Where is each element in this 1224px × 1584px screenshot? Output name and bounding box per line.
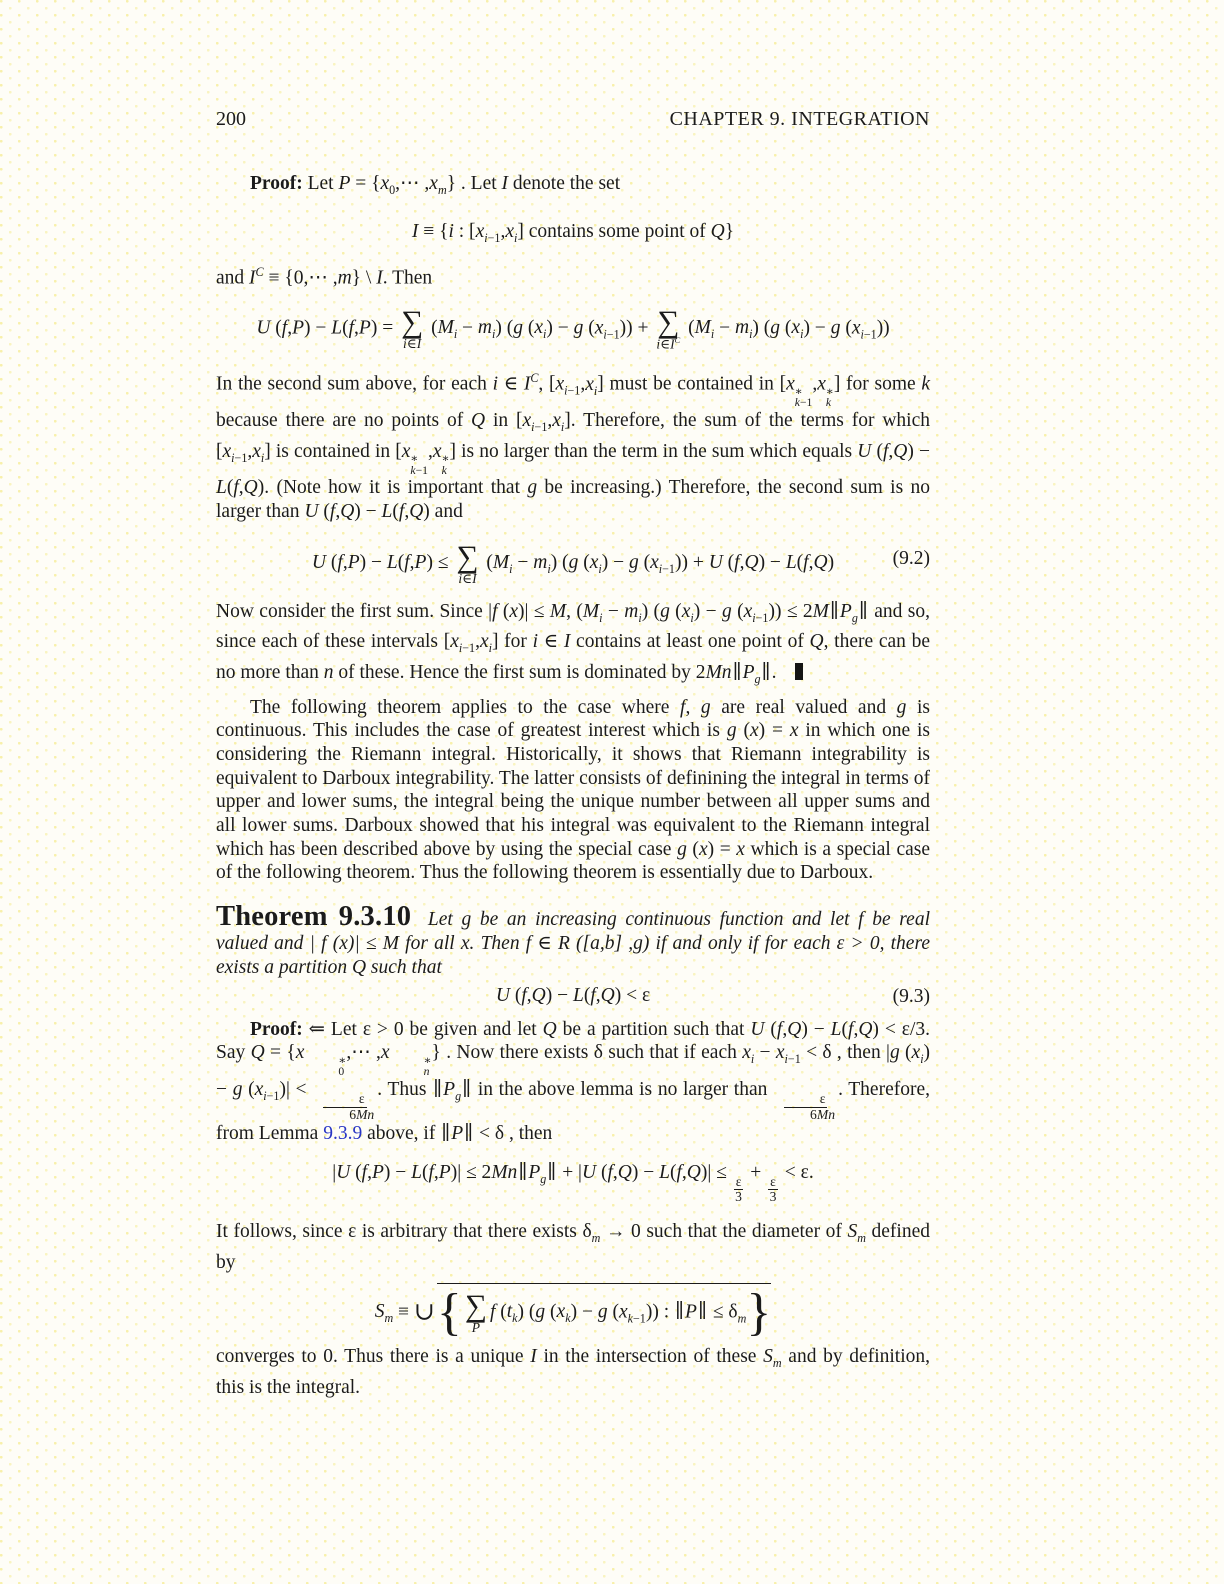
theorem-title: Theorem 9.3.10 — [216, 901, 412, 933]
equation-9-3 — [216, 985, 930, 1007]
equation-9-2-body: U (f,P) − L(f,P) ≤ ∑ i∈I $(M_i - m_i)$ (g $(x_i) - g$ $(x_{i-1})) + U$ (f,Q) − L(f,Q) — [311, 538, 835, 587]
equation-9-3-body: U (f,Q) − L(f,Q) < ε — [495, 985, 651, 1007]
equation-9-2 — [216, 538, 930, 587]
page-number: 200 — [216, 108, 246, 130]
proof-lemma-intro-paragraph: Proof: Let $P = \{x_0,\cdots$ $,x_m$} . Let I denote the set — [250, 173, 621, 197]
theorem-9-3-10-block — [216, 901, 930, 979]
set-definition-equation: I ≡ {i : $[x_{i-1},x_i]$ contains some point of Q} — [411, 220, 735, 245]
triangle-inequality-equation: |U (f,P) − L(f,P)| ≤ 2Mn ∥ $P_g$ ∥ + |U (f,Q) − L(f,Q)| ≤ $\frac{\varepsilon}{3}$ + $\frac{\varepsilon}{3}$ < ε. — [216, 1162, 930, 1205]
page-header — [216, 106, 930, 132]
page-body — [216, 106, 930, 1399]
diameter-paragraph: It follows, since ε is arbitrary that there exists $\delta_m \to 0$ such that the diameter of $S_m$ defined by — [216, 1221, 930, 1274]
equation-number-9-3: (9.3) — [892, 985, 930, 1007]
sm-closure-definition-equation: $S_m$ ≡ ∪{ ∑ P f $(t_k)$ (g $(x_k) - g$ $(x_{k-1})$) : ∥ P ∥ ≤ $\delta_m$} — [216, 1283, 930, 1335]
complement-set-line: and $I^C$ ≡ {0,⋯ ,m} \ I. Then — [216, 265, 433, 289]
theorem-statement: Let g be an increasing continuous function and let f be real valued and | f (x)| ≤ M for all x. Then f ∈ R ([a,b] ,g) if and only if for each ε > 0, there exists a partition Q such that — [216, 909, 930, 978]
second-sum-paragraph: In the second sum above, for each i ∈ $I^C$, $[x_{i-1},x_i]$ must be contained in [x ∗ k−1 ,x ∗ k ] for some k because there are no points of Q in $[x_{i-1},x_i]$. Therefore, the sum of the terms for which $[x_{i-1},x_i]$ is contained in [x ∗ k−1 ,x ∗ k ] is no larger than the term in the sum which equals U (f,Q) − L(f,Q). (Note how it is important that g be increasing.) Therefore, the second sum is no larger than U (f,Q) − L(f,Q) and — [216, 371, 931, 523]
lemma-9-3-9-link[interactable]: 9.3.9 — [323, 1122, 363, 1144]
proof-epsilon-paragraph: Proof: ⇐ Let ε > 0 be given and let Q be a partition such that U (f,Q) − L(f,Q) < ε/3. Say Q = {x ∗ 0 ,⋯ ,x ∗ n } . Now there exists δ such that if each $x_i - x_{i-1} < \delta$ , then |g $(x_i) - g$ $(x_{i-1})|$ < $\frac{\varepsilon}{6Mn}$ . Thus ∥ $P_g$ ∥ in the above lemma is no larger than $\frac{\varepsilon}{6Mn}$ . Therefore, from Lemma 9.3.9 above, if ∥ P ∥ < δ , then — [216, 1018, 930, 1146]
converges-paragraph: converges to 0. Thus there is a unique I in the intersection of these $S_m$ and by definition, this is the integral. — [216, 1345, 930, 1398]
chapter-title: CHAPTER 9. INTEGRATION — [669, 108, 930, 130]
darboux-discussion-paragraph: The following theorem applies to the case where f, g are real valued and g is continuous. This includes the case of greatest interest which is g (x) = x in which one is considering the Riemann integral. Historically, it shows that Riemann integrability is equivalent to Darboux integrability. The latter consists of definining the integral in terms of upper and lower sums, the integral being the unique number between all upper sums and all lower sums. Darboux showed that his integral was equivalent to the Riemann integral which has been described above by using the special case g (x) = x which is a special case of the following theorem. Thus the following theorem is essentially due to Darboux. — [216, 696, 930, 884]
first-sum-paragraph: Now consider the first sum. Since |f (x)| ≤ M, $(M_i - m_i)$ (g $(x_i) - g$ $(x_{i-1})) \le 2M$ ∥ $P_g$ ∥ and so, since each of these intervals $[x_{i-1},x_i]$ for i ∈ I contains at least one point of Q, there can be no more than n of these. Hence the first sum is dominated by 2Mn ∥ $P_g$ ∥ . — [216, 600, 930, 692]
qed-marker — [795, 663, 803, 680]
upper-lower-sum-split-equation: U (f,P) − L(f,P) = ∑ i∈I $(M_i - m_i)$ (g $(x_i) - g$ $(x_{i-1})$) + ∑ $i\in I^C$ $(M_i - m_i)$ (g $(x_i) - g$ $(x_{i-1})$) — [256, 303, 890, 352]
equation-number-9-2: (9.2) — [892, 547, 930, 569]
